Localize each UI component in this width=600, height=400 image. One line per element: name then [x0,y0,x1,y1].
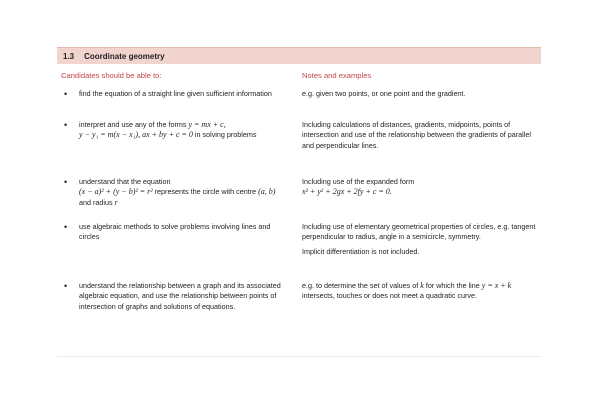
section-header [57,47,541,64]
column-headings [57,69,541,83]
notes-text [302,222,542,257]
objective-text: use algebraic methods to solve problems involving lines and circles [79,222,271,242]
bullet-icon: • [64,281,68,291]
objective-text-part: in solving problems [192,130,257,140]
objective-text [79,177,284,208]
equation-slope-intercept: y = mx + c, [188,120,226,129]
variable-k: k [420,281,424,290]
notes-text-part: for which the line [423,281,482,290]
notes-text [302,177,542,198]
notes-text: e.g. given two points, or one point and the gradient. [302,89,466,98]
circle-centre: (a, b) [258,187,276,197]
equation-point-slope: y − y₁ = m(x − x₁), ax + by + c = 0 [79,130,193,140]
section-number: 1.3 [63,51,75,61]
objective-text: find the equation of a straight line given sufficient information [79,89,272,98]
notes-text-part: Implicit differentiation is not included. [302,246,420,256]
notes-text-part: e.g. to determine the set of values of [302,281,421,290]
notes-text: Including calculations of distances, gradients, midpoints, points of intersection and use of the relationship between the gradients of parallel and perpendicular lines. [302,120,531,150]
bullet-icon: • [64,120,68,130]
section-title: Coordinate geometry [84,51,165,61]
notes-text-part: intersects, touches or does not meet a quadratic curve. [302,291,477,301]
bullet-icon: • [64,222,68,232]
objective-text-part: and radius [79,197,115,207]
notes-text-part: Including use of elementary geometrical properties of circles, e.g. tangent perpendicular to radius, angle in a semicircle, symmetry. [302,222,536,242]
circle-radius: r [114,197,118,207]
objective-text-part: represents the circle with centre [152,187,259,197]
left-column-heading: Candidates should be able to: [61,71,162,80]
notes-text [302,281,542,302]
divider [57,356,541,357]
circle-equation: (x − a)² + (y − b)² = r² [79,187,153,197]
bullet-icon: • [64,89,68,99]
syllabus-section [57,47,541,83]
objective-text-part: interpret and use any of the forms [79,120,189,129]
bullet-icon: • [64,177,68,187]
expanded-circle-equation: x² + y² + 2gx + 2fy + c = 0. [302,187,392,197]
line-equation: y = x + k [481,281,512,290]
objective-text-part: understand that the equation [79,177,171,186]
objective-text [79,120,284,141]
right-column-heading: Notes and examples [302,71,372,80]
notes-text-part: Including use of the expanded form [302,177,415,186]
objective-text: understand the relationship between a graph and its associated algebraic equation, and use the relationship between points of intersection of graphs and solutions of equations. [79,281,281,311]
